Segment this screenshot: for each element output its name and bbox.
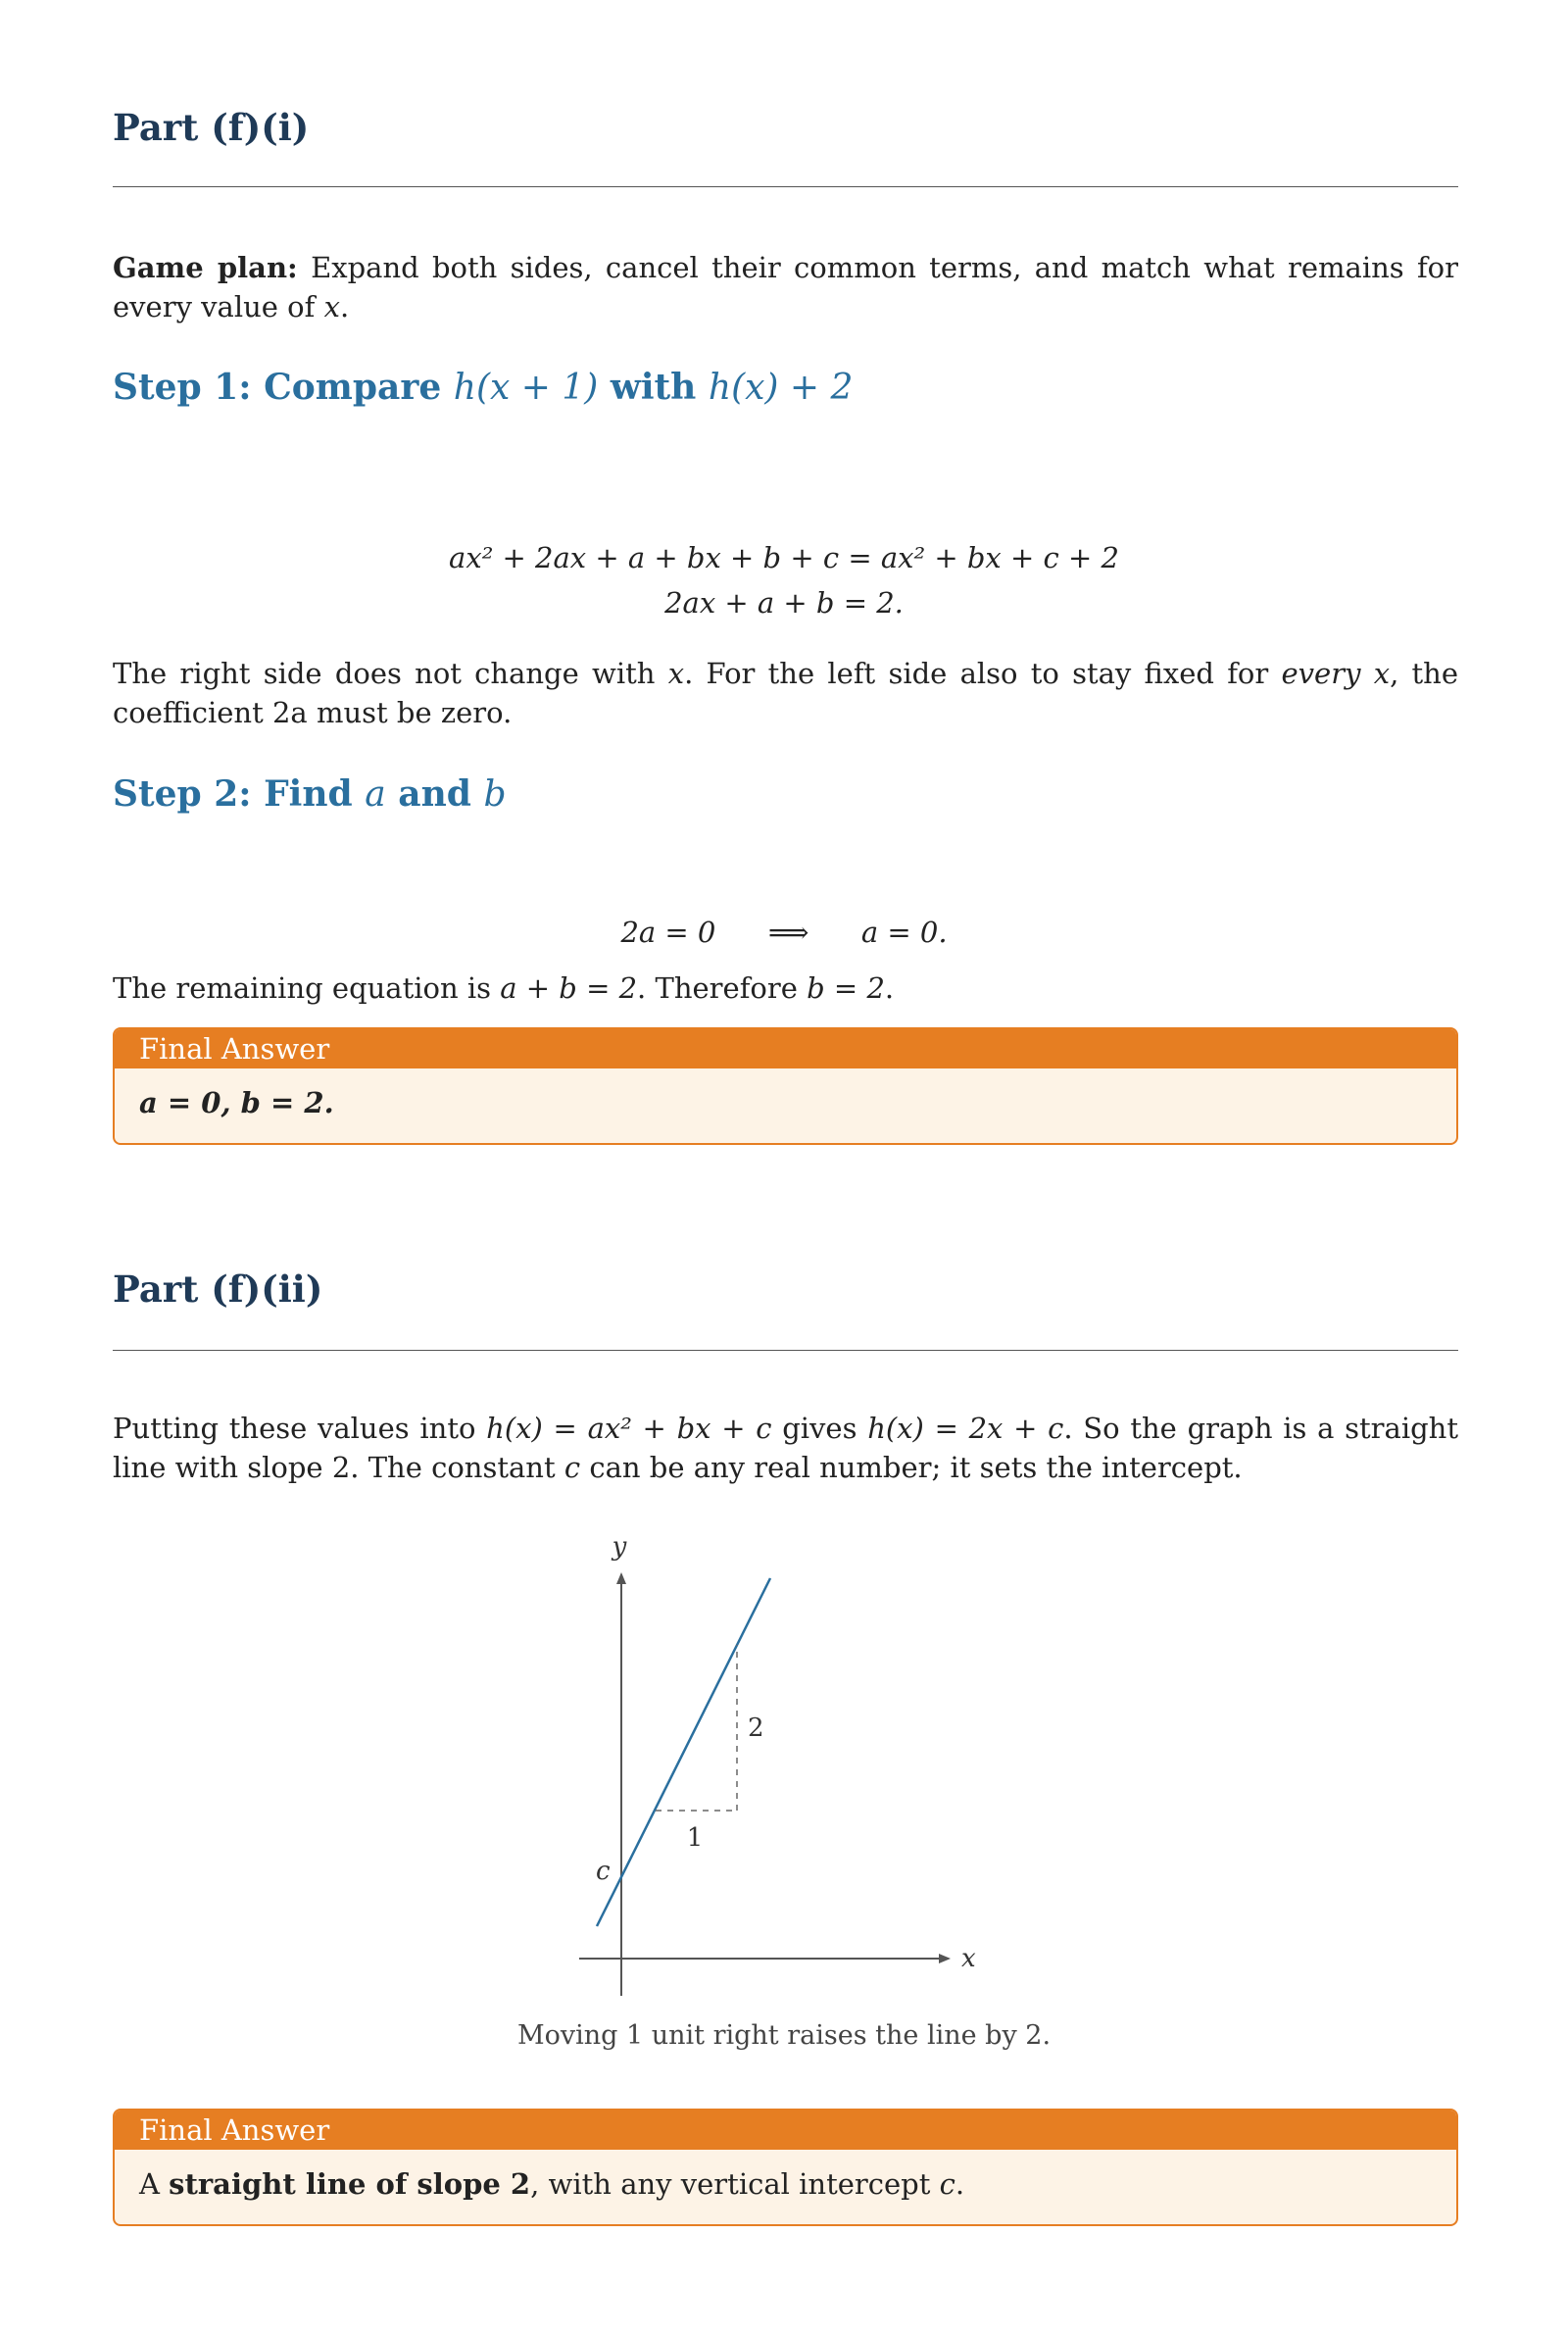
explain-var-1: x	[667, 657, 685, 690]
x-axis-label: x	[961, 1944, 976, 1973]
explain-text-2: . For the left side also to stay fixed for	[684, 657, 1269, 690]
explain-text-5: must be zero.	[316, 696, 513, 729]
part-ii-text-1: Putting these values into	[113, 1412, 476, 1445]
game-plan-label: Game plan:	[113, 251, 298, 284]
implies-arrow: ⟹	[767, 916, 809, 949]
final-2-bold: straight line of slope 2	[169, 2167, 531, 2201]
final-answer-label-1: Final Answer	[115, 1029, 1456, 1068]
final-2-pre: A	[139, 2167, 160, 2201]
step-1-mid: with	[610, 367, 697, 408]
explain-text-3: , the coefficient	[113, 657, 1459, 729]
part-ii-text-4: can be any real number; it sets the intercept.	[589, 1451, 1243, 1484]
step-1-prefix: Step 1: Compare	[113, 367, 442, 408]
part-ii-math-1: h(x) = ax² + bx + c	[486, 1412, 772, 1445]
rise-label: 2	[748, 1713, 764, 1743]
explain-emphasis: every x	[1281, 657, 1391, 690]
step-2-prefix: Step 2: Find	[113, 773, 353, 815]
part-ii-title: Part (f)(ii)	[113, 1267, 323, 1311]
part-i-title: Part (f)(i)	[113, 106, 310, 149]
final-answer-2	[115, 2150, 1456, 2218]
remaining-text-3: .	[884, 971, 895, 1005]
run-label: 1	[686, 1823, 704, 1853]
step-2-mid: and	[398, 773, 471, 815]
game-plan-end: .	[339, 290, 350, 323]
final-2-end: .	[955, 2167, 965, 2201]
final-2-post: , with any vertical intercept	[530, 2167, 931, 2201]
diagram-caption: Moving 1 unit right raises the line by 2.	[516, 2020, 1052, 2051]
step-1-math-2: h(x) + 2	[708, 368, 854, 408]
equation-3-left: 2a = 0	[620, 916, 716, 949]
remaining-text-1: The remaining equation is	[113, 971, 492, 1005]
explain-coefficient: 2a	[271, 696, 308, 729]
equation-3-right: a = 0.	[860, 916, 948, 949]
step-2-var-a: a	[365, 774, 386, 815]
intercept-label: c	[596, 1857, 611, 1886]
equation-2: 2ax + a + b = 2.	[664, 586, 904, 620]
equation-1: ax² + 2ax + a + bx + b + c = ax² + bx + c + 2	[449, 541, 1119, 574]
part-ii-text-3: . So the graph is a straight line with slope 2. The constant	[113, 1412, 1458, 1484]
game-plan-var: x	[323, 290, 340, 323]
part-ii-text-2: gives	[782, 1412, 858, 1445]
final-answer-label-2: Final Answer	[115, 2111, 1456, 2150]
remaining-math-1: a + b = 2	[500, 971, 638, 1005]
step-1-math-1: h(x + 1)	[453, 368, 599, 408]
final-answer-1: a = 0, b = 2.	[139, 1086, 334, 1119]
part-ii-math-2: h(x) = 2x + c	[867, 1412, 1064, 1445]
y-axis-label: y	[612, 1532, 627, 1562]
explain-text-1: The right side does not change with	[113, 657, 656, 690]
part-ii-math-3: c	[564, 1451, 581, 1484]
remaining-math-2: b = 2	[807, 971, 885, 1005]
step-2-var-b: b	[483, 774, 507, 815]
game-plan-text: Expand both sides, cancel their common terms, and match what remains for every value of	[113, 251, 1459, 323]
final-2-var: c	[939, 2167, 956, 2201]
final-answer-box-2	[113, 2109, 1458, 2226]
line-graph	[597, 1578, 770, 1926]
remaining-text-2: . Therefore	[637, 971, 798, 1005]
